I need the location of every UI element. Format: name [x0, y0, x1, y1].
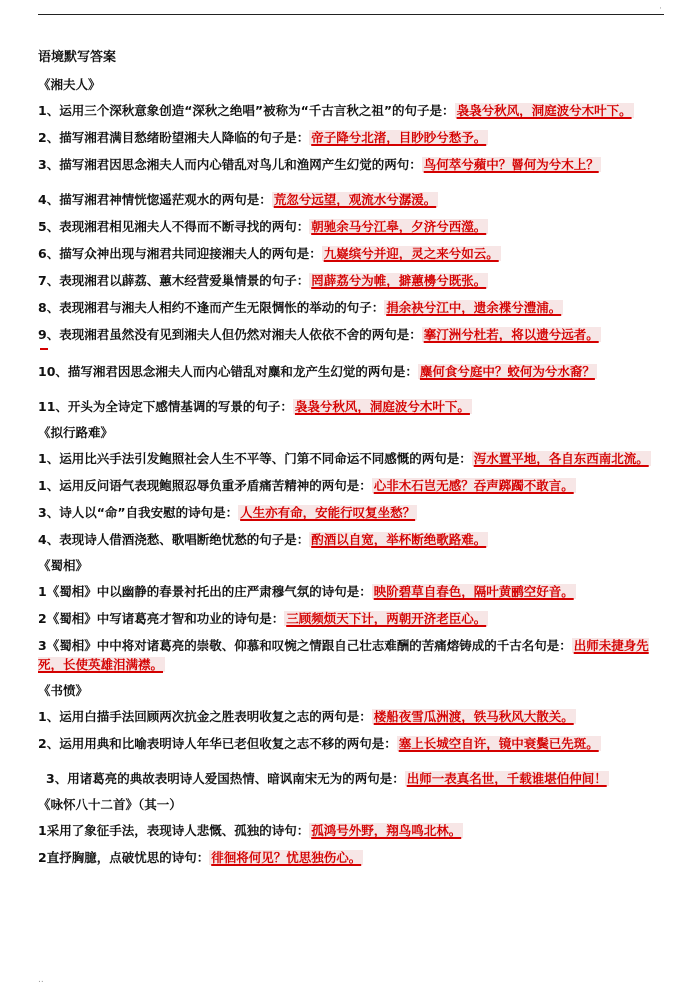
answer-text: 鸟何萃兮蘋中？罾何为兮木上？	[423, 157, 599, 172]
corner-dot: ·	[659, 4, 662, 14]
answer-text: 楼船夜雪瓜洲渡，铁马秋风大散关。	[373, 709, 574, 724]
question-item	[38, 530, 668, 549]
question-item	[38, 244, 668, 263]
question-text: 7、表现湘君以薜荔、蕙木经营爱巢情景的句子：	[38, 273, 310, 288]
question-item	[38, 449, 668, 468]
question-text: 4、描写湘君神情恍惚遥茫观水的两句是：	[38, 192, 272, 207]
question-text: 3、诗人以“命”自我安慰的诗句是：	[38, 505, 239, 520]
answer-text: 帝子降兮北渚，目眇眇兮愁予。	[311, 130, 487, 145]
answer-text: 出师未捷身先死，长使英雄泪满襟。	[38, 638, 649, 672]
answer-text: 心非木石岂无感？吞声踯躅不敢言。	[373, 478, 574, 493]
section-heading-yonghuai: 《咏怀八十二首》（其一）	[38, 797, 182, 812]
question-item	[38, 707, 668, 726]
question-item	[38, 128, 668, 147]
answer-text: 孤鸿号外野，翔鸟鸣北林。	[311, 823, 462, 838]
question-text: 2《蜀相》中写诸葛亮才智和功业的诗句是：	[38, 611, 285, 626]
question-text: 2直抒胸臆，点破忧思的诗句：	[38, 850, 210, 865]
question-text: 2、运用用典和比喻表明诗人年华已老但收复之志不移的两句是：	[38, 736, 397, 751]
answer-text: 搴汀洲兮杜若，将以遗兮远者。	[423, 327, 599, 342]
answer-text: 三顾频烦天下计，两朝开济老臣心。	[286, 611, 487, 626]
answer-text: 徘徊将何见？忧思独伤心。	[211, 850, 362, 865]
answer-text: 捐余袂兮江中，遗余褋兮澧浦。	[386, 300, 562, 315]
answer-text: 罔薜荔兮为帷，擗蕙櫋兮既张。	[311, 273, 487, 288]
question-text: 5、表现湘君相见湘夫人不得而不断寻找的两句：	[38, 219, 310, 234]
section-heading-shuxiang: 《蜀相》	[38, 558, 89, 573]
question-text: 2、描写湘君满目愁绪盼望湘夫人降临的句子是：	[38, 130, 310, 145]
question-text: 8、表现湘君与湘夫人相约不逢而产生无限惆怅的举动的句子：	[38, 300, 385, 315]
bottom-dots: ..	[38, 975, 44, 985]
question-item	[38, 821, 668, 840]
answer-text: 袅袅兮秋风，洞庭波兮木叶下。	[294, 399, 470, 414]
question-text: 9、表现湘君虽然没有见到湘夫人但仍然对湘夫人依依不舍的两句是：	[38, 327, 422, 342]
answer-text: 麋何食兮庭中？蛟何为兮水裔？	[419, 364, 595, 379]
question-item	[38, 271, 668, 290]
question-text: 4、表现诗人借酒浇愁、歌唱断绝忧愁的句子是：	[38, 532, 310, 547]
question-item	[38, 298, 668, 317]
question-text: 1《蜀相》中以幽静的春景衬托出的庄严肃穆气氛的诗句是：	[38, 584, 372, 599]
answer-text: 出师一表真名世，千载谁堪伯仲间！	[406, 771, 607, 786]
question-text: 10、描写湘君因思念湘夫人而内心错乱对麋和龙产生幻觉的两句是：	[38, 364, 418, 379]
question-text: 3、描写湘君因思念湘夫人而内心错乱对鸟儿和渔网产生幻觉的两句：	[38, 157, 422, 172]
answer-text: 酌酒以自宽，举杯断绝歌路难。	[311, 532, 487, 547]
section-heading-shufen: 《书愤》	[38, 683, 89, 698]
question-item	[38, 582, 668, 601]
answer-text: 袅袅兮秋风，洞庭波兮木叶下。	[456, 103, 632, 118]
question-item	[38, 101, 668, 120]
question-text: 3、用诸葛亮的典故表明诗人爱国热情、暗讽南宋无为的两句是：	[46, 771, 405, 786]
question-item	[38, 217, 668, 236]
question-item	[38, 734, 668, 753]
question-item	[38, 636, 668, 674]
question-text: 11、开头为全诗定下感情基调的写景的句子：	[38, 399, 293, 414]
page-title: 语境默写答案	[38, 50, 117, 65]
question-text: 1采用了象征手法，表现诗人悲慨、孤独的诗句：	[38, 823, 310, 838]
question-item	[38, 190, 668, 209]
question-item	[38, 155, 668, 174]
question-item	[38, 397, 668, 416]
question-item	[38, 325, 668, 344]
answer-text: 九嶷缤兮并迎，灵之来兮如云。	[323, 246, 499, 261]
answer-text: 人生亦有命，安能行叹复坐愁？	[240, 505, 416, 520]
answer-text: 荒忽兮远望，观流水兮潺湲。	[273, 192, 437, 207]
header-rule	[38, 14, 664, 15]
section-heading-nixinglunan: 《拟行路难》	[38, 425, 114, 440]
question-text: 1、运用反问语气表现鲍照忍辱负重矛盾痛苦精神的两句是：	[38, 478, 372, 493]
answer-text: 塞上长城空自许，镜中衰鬓已先斑。	[398, 736, 599, 751]
answer-text: 泻水置平地，各自东西南北流。	[473, 451, 649, 466]
document-body	[38, 48, 668, 875]
answer-text: 朝驰余马兮江皋，夕济兮西澨。	[311, 219, 487, 234]
question-text: 1、运用三个深秋意象创造“深秋之绝唱”被称为“千古言秋之祖”的句子是：	[38, 103, 455, 118]
stray-red-mark	[40, 348, 48, 350]
question-text: 6、描写众神出现与湘君共同迎接湘夫人的两句是：	[38, 246, 322, 261]
question-text: 3《蜀相》中中将对诸葛亮的崇敬、仰慕和叹惋之情跟自己壮志难酬的苦痛熔铸成的千古名句是：	[38, 638, 572, 653]
answer-text: 映阶碧草自春色，隔叶黄鹂空好音。	[373, 584, 574, 599]
question-item	[38, 769, 668, 788]
question-item	[38, 848, 668, 867]
section-heading-xiangfuren: 《湘夫人》	[38, 77, 101, 92]
question-item	[38, 503, 668, 522]
question-text: 1、运用白描手法回顾两次抗金之胜表明收复之志的两句是：	[38, 709, 372, 724]
question-item	[38, 476, 668, 495]
question-item	[38, 362, 668, 381]
question-text: 1、运用比兴手法引发鲍照社会人生不平等、门第不同命运不同感慨的两句是：	[38, 451, 472, 466]
question-item	[38, 609, 668, 628]
